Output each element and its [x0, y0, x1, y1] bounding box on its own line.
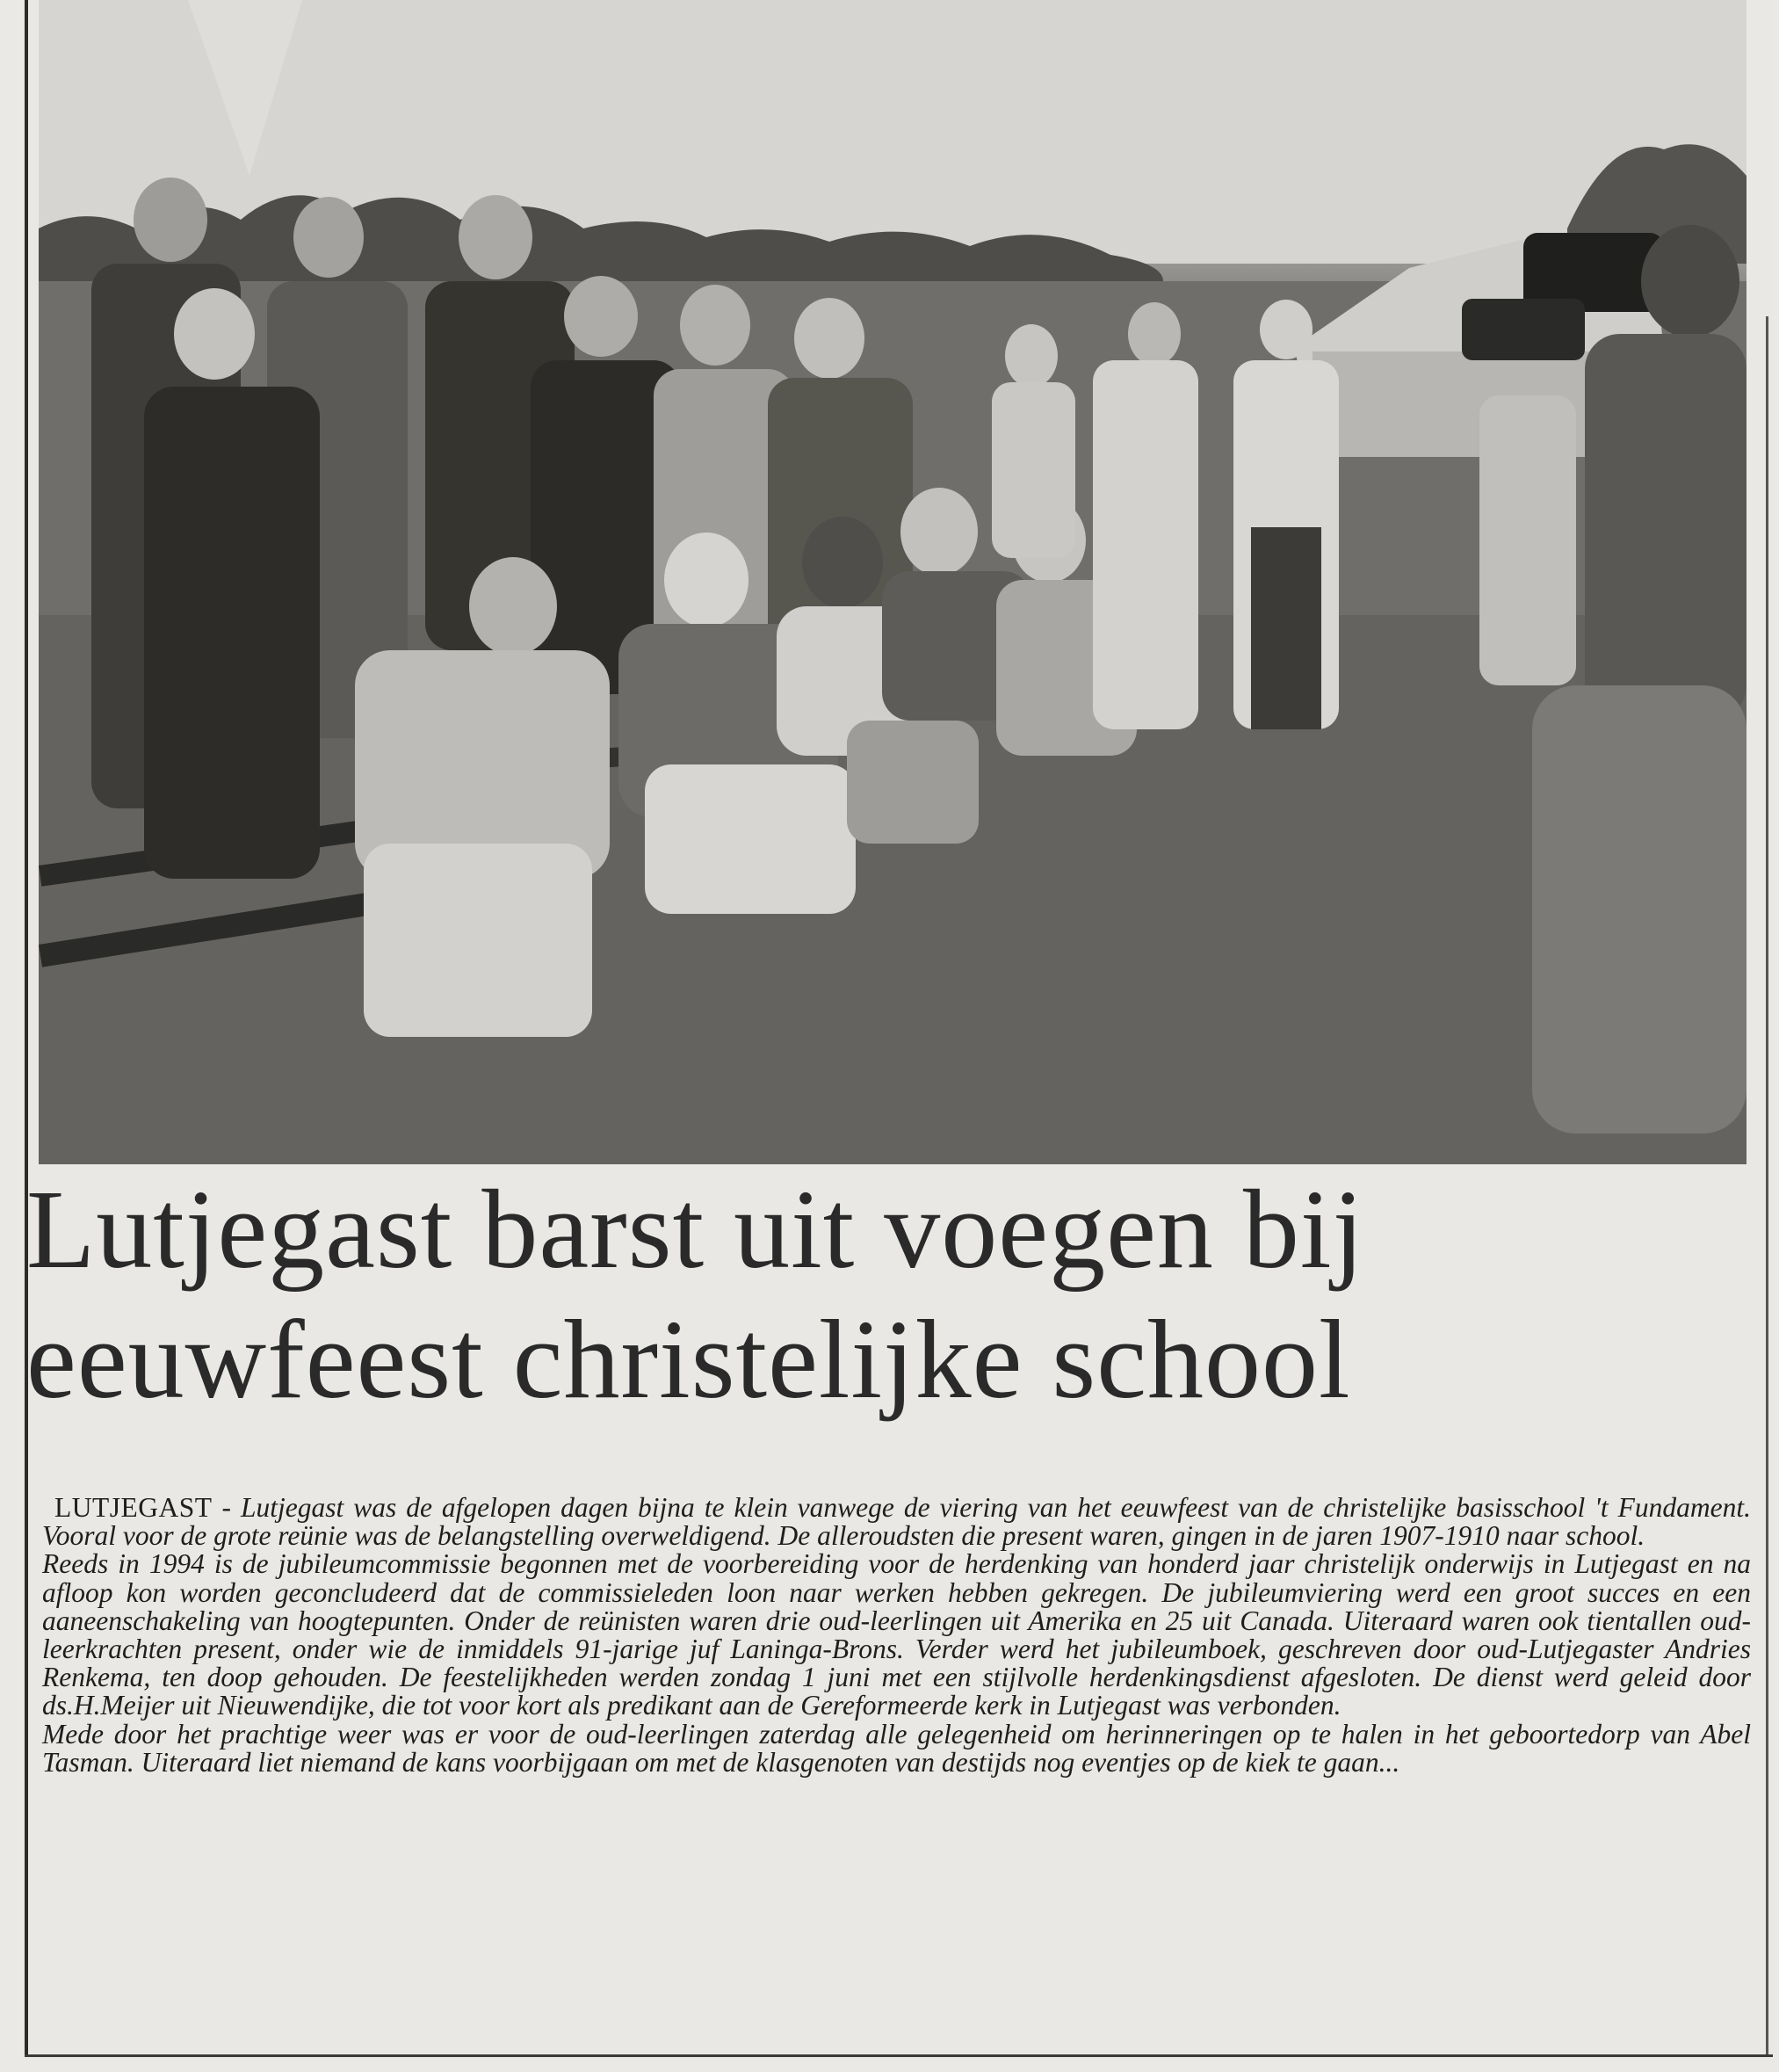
- clipping-right-edge: [1766, 316, 1768, 2056]
- article-lead-text: Lutjegast was de afgelopen dagen bijna te klein vanwege de viering van het eeuwfeest van de christelijke basisschool 't Fundament. Vooral voor de grote reünie was de belangstelling overweldigend. De alleroudsten die present waren, gingen in de jaren 1907-1910 naar school.: [42, 1492, 1751, 1552]
- reunion-photo: [39, 0, 1746, 1164]
- headline-line-2: eeuwfeest christelijke school: [26, 1297, 1351, 1422]
- article-dateline: LUTJEGAST: [54, 1492, 213, 1523]
- article-headline: [26, 1164, 1761, 1424]
- clipping-bottom-edge: [25, 2054, 1773, 2057]
- article-lead-paragraph: [42, 1494, 1751, 1550]
- article-body: [42, 1494, 1751, 1777]
- article-paragraph-3: Mede door het prachtige weer was er voor de oud-leerlingen zaterdag alle gelegenheid om herinneringen op te halen in het geboortedorp van Abel Tasman. Uiteraard liet niemand de kans voorbijgaan om met de klasgenoten van destijds nog eventjes op de kiek te gaan...: [42, 1718, 1751, 1778]
- article-paragraph-2: Reeds in 1994 is de jubileumcommissie begonnen met de voorbereiding voor de herdenking van honderd jaar christelijk onderwijs in Lutjegast en na afloop kon worden geconcludeerd dat de commissieleden loon naar werken hebben gekregen. De jubileumviering werd een groot succes en een aaneenschakeling van hoogtepunten. Onder de reünisten waren drie oud-leerlingen uit Amerika en 25 uit Canada. Uiteraard waren ook tientallen oud-leerkrachten present, onder wie de inmiddels 91-jarige juf Laninga-Brons. Verder werd het jubileumboek, geschreven door oud-Lutjegaster Andries Renkema, ten doop gehouden. De feestelijkheden werden zondag 1 juni met een stijlvolle herdenkingsdienst afgesloten. De dienst werd geleid door ds.H.Meijer uit Nieuwendijke, die tot voor kort als predikant aan de Gereformeerde kerk in Lutjegast was verbonden.: [42, 1548, 1751, 1721]
- clipping-left-edge: [25, 0, 28, 2056]
- headline-line-1: Lutjegast barst uit voegen bij: [26, 1167, 1364, 1292]
- dateline-separator: -: [212, 1492, 241, 1523]
- reunion-photo-illustration: [39, 0, 1746, 1164]
